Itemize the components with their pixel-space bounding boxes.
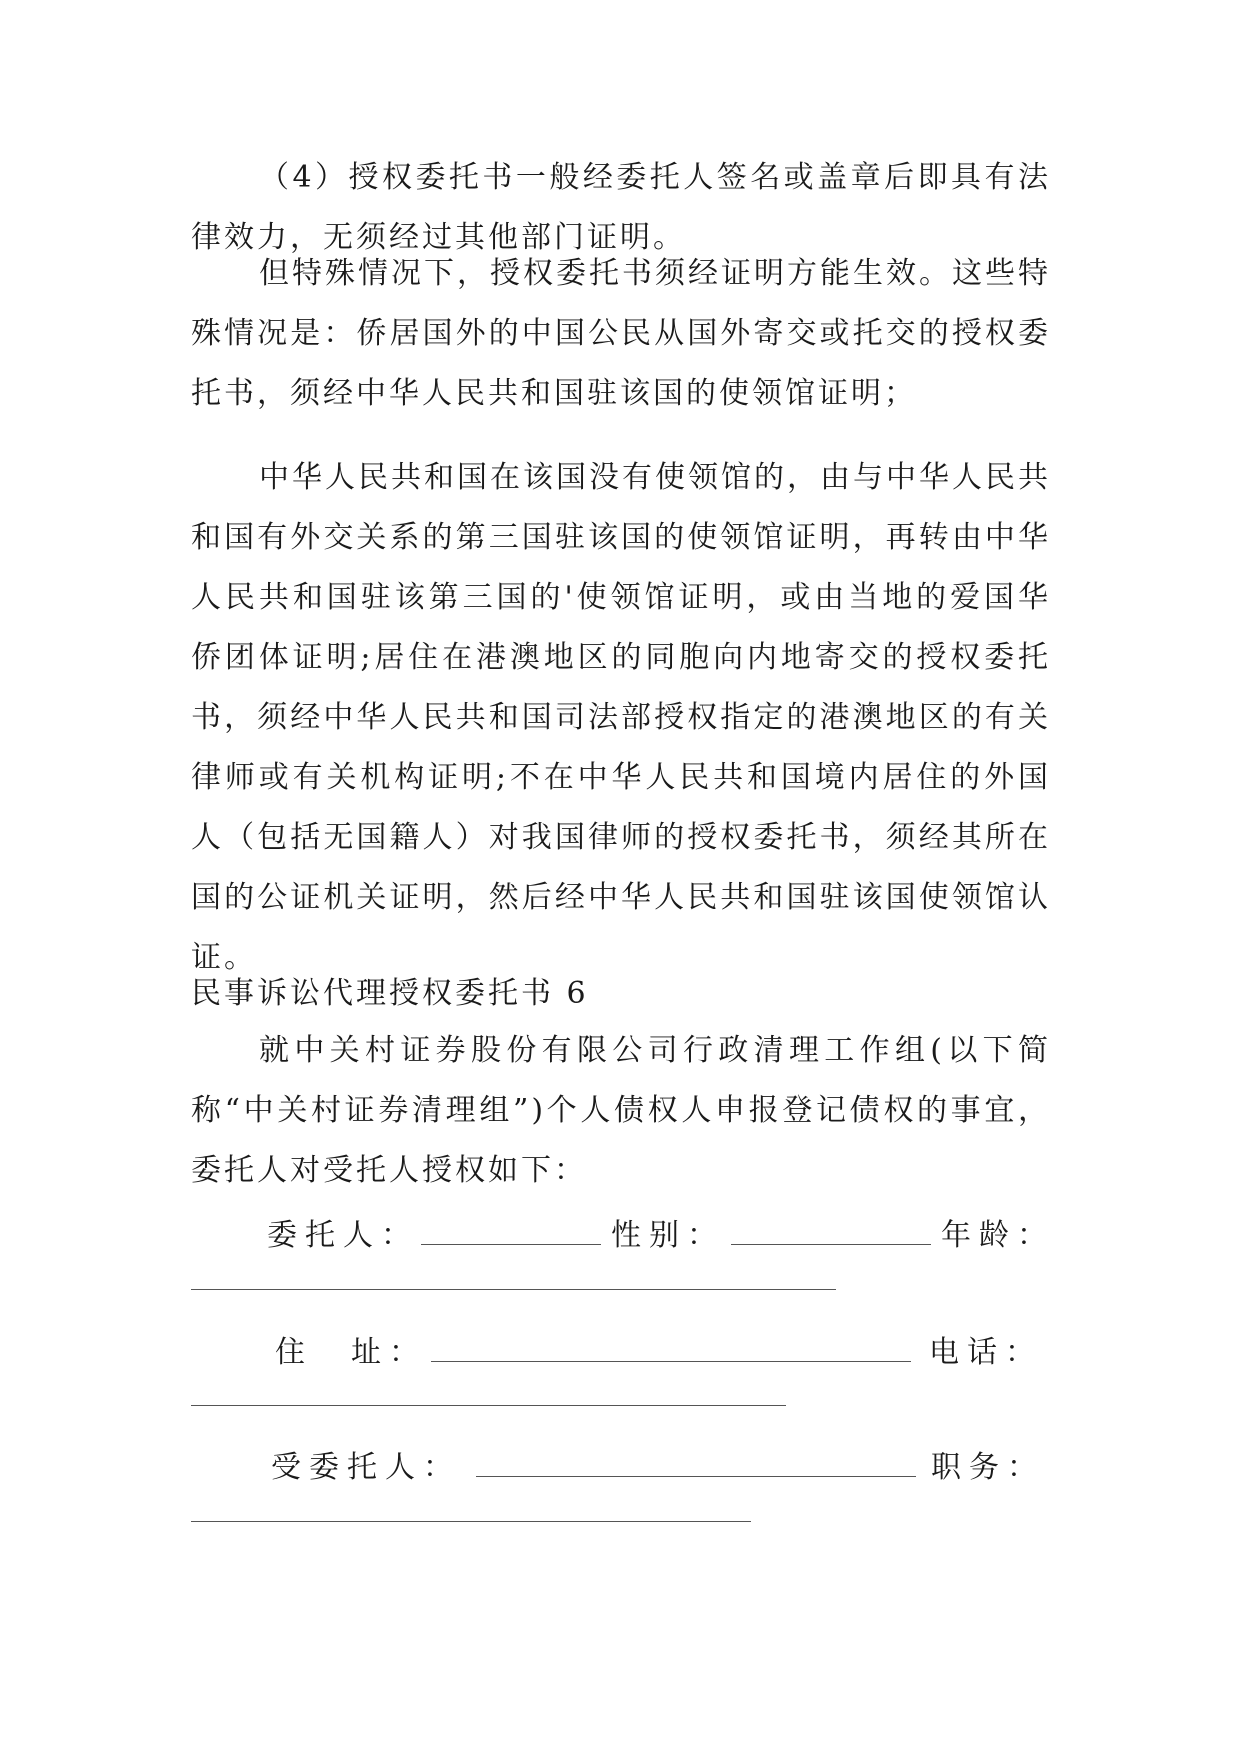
age-blank-line[interactable] [191, 1289, 836, 1290]
paragraph-special-cases: 但特殊情况下，授权委托书须经证明方能生效。这些特殊情况是：侨居国外的中国公民从国外寄交或托交的授权委托书，须经中华人民共和国驻该国的使领馆证明； [191, 256, 1051, 411]
address-label: 住 址： [275, 1335, 427, 1370]
position-label: 职务： [931, 1450, 1045, 1485]
gender-blank[interactable] [731, 1244, 931, 1245]
client-name-blank[interactable] [421, 1244, 601, 1245]
form-row-address [191, 1327, 1051, 1370]
age-label: 年龄： [941, 1218, 1055, 1253]
position-blank-line[interactable] [191, 1521, 751, 1522]
paragraph-authorization-validity: （4）授权委托书一般经委托人签名或盖章后即具有法律效力，无须经过其他部门证明。 [191, 160, 1051, 255]
paragraph-authorization-intro: 就中关村证券股份有限公司行政清理工作组(以下简称“中关村证券清理组”)个人债权人申报登记债权的事宜，委托人对受托人授权如下： [191, 1033, 1051, 1188]
phone-label: 电话： [929, 1335, 1043, 1370]
section-heading: 民事诉讼代理授权委托书 6 [191, 976, 589, 1011]
agent-label: 受委托人： [271, 1450, 461, 1485]
paragraph-embassy-certification: 中华人民共和国在该国没有使领馆的，由与中华人民共和国有外交关系的第三国驻该国的使领馆证明，再转由中华人民共和国驻该第三国的'使领馆证明，或由当地的爱国华侨团体证明;居住在港澳地区的同胞向内地寄交的授权委托书，须经中华人民共和国司法部授权指定的港澳地区的有关律师或有关机构证明;不在中华人民共和国境内居住的外国人（包括无国籍人）对我国律师的授权委托书，须经其所在国的公证机关证明，然后经中华人民共和国驻该国使领馆认证。 [191, 460, 1051, 975]
agent-name-blank[interactable] [476, 1476, 916, 1477]
form-row-agent [191, 1442, 1051, 1485]
client-label: 委托人： [267, 1218, 419, 1253]
gender-label: 性别： [611, 1218, 725, 1253]
address-blank[interactable] [431, 1361, 911, 1362]
phone-blank-line[interactable] [191, 1405, 786, 1406]
form-row-client [191, 1210, 1055, 1253]
